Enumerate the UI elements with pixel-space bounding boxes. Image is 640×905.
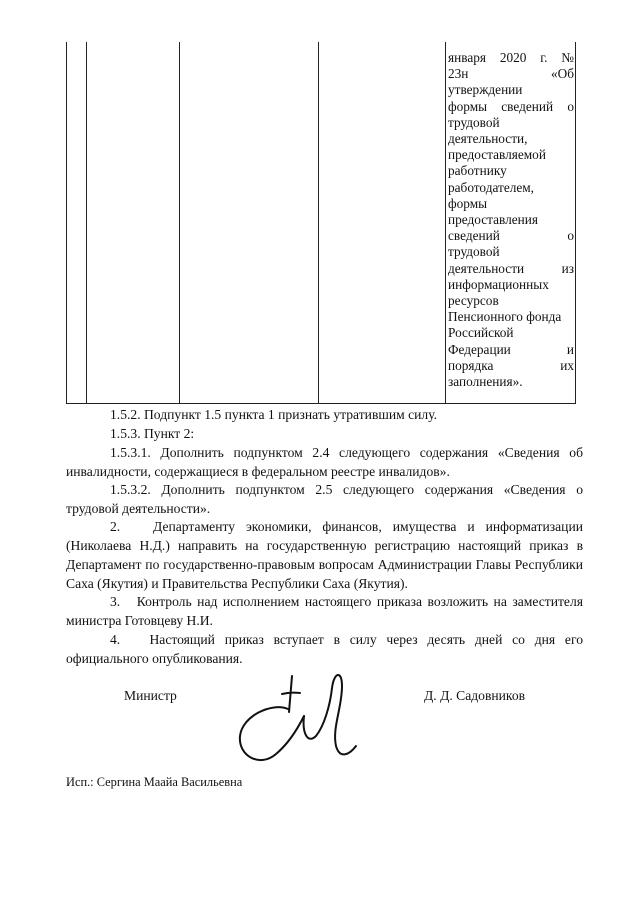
signatory-title: Министр (124, 688, 177, 703)
table-cell-word: Пенсионного фонда (448, 309, 562, 325)
table-cell-line (448, 244, 574, 260)
table-cell-word: трудовой (448, 114, 500, 130)
paragraph-1-5-3: 1.5.3. Пункт 2: (110, 426, 195, 441)
table-cell-word: «Об (550, 66, 574, 82)
table-cell-line (448, 147, 574, 163)
executor-note: Исп.: Сергина Маайа Васильевна (66, 775, 243, 789)
table-cell-word: Федерации (448, 341, 511, 357)
table-cell-line (448, 212, 574, 228)
table-cell-word: г. (540, 50, 548, 65)
table-cell-line (448, 196, 574, 212)
table-cell-line (448, 342, 574, 358)
table-cell-line (448, 293, 574, 309)
table-cell-word: № (561, 50, 574, 65)
table-cell-line (448, 99, 574, 115)
table-cell-word: Российской (448, 325, 514, 341)
table-cell-word: ресурсов (448, 293, 499, 309)
table-cell-word: деятельности, (448, 131, 528, 147)
signatory-name: Д. Д. Садовников (424, 688, 526, 703)
table-cell-word: их (560, 357, 574, 373)
table-cell-word: трудовой (448, 244, 500, 260)
table-cell-line (448, 115, 574, 131)
table-cell-line (448, 374, 574, 390)
table-cell-word: предоставления (448, 212, 539, 228)
table-cell-word: деятельности (448, 260, 525, 276)
table-cell-line (448, 358, 574, 374)
table-cell-word: утверждении (448, 82, 523, 98)
paragraph-4: 4. Настоящий приказ вступает в силу через десять дней со дня его официального опубликования. (66, 632, 583, 666)
table-fragment (66, 42, 576, 404)
table-cell-word: информационных (448, 276, 549, 292)
paragraph-1-5-3-1: 1.5.3.1. Дополнить подпунктом 2.4 следующего содержания «Сведения об инвалидности, содержащиеся в федеральном реестре инвалидов». (66, 445, 583, 479)
table-cell-line (448, 50, 574, 66)
table-cell-line (448, 180, 574, 196)
table-column-divider (179, 42, 180, 403)
table-cell-line (448, 228, 574, 244)
paragraph-3: 3. Контроль над исполнением настоящего приказа возложить на заместителя министра Готовцеву Н.И. (66, 594, 583, 628)
handwritten-signature (232, 664, 382, 774)
paragraph-2: 2. Департаменту экономики, финансов, имущества и информатизации (Николаева Н.Д.) направить на государственную регистрацию настоящий приказ в Департамент по государственно-правовым вопросам Администрации Главы Республики Саха (Якутия) и Правительства Республики Саха (Якутия). (66, 519, 583, 591)
table-cell-word: формы (448, 195, 488, 211)
table-cell-word: и (566, 341, 574, 357)
table-cell-word: работнику (448, 163, 507, 179)
paragraph-1-5-3-2: 1.5.3.2. Дополнить подпунктом 2.5 следующего содержания «Сведения о трудовой деятельности». (66, 482, 583, 516)
table-column-divider (86, 42, 87, 403)
table-cell-legal-reference (448, 50, 574, 390)
table-cell-line (448, 325, 574, 341)
table-cell-line (448, 82, 574, 98)
table-cell-line (448, 66, 574, 82)
table-cell-line (448, 277, 574, 293)
table-cell-line (448, 131, 574, 147)
table-cell-line (448, 261, 574, 277)
table-cell-word: о (567, 98, 574, 114)
table-column-divider (318, 42, 319, 403)
table-cell-word: работодателем, (448, 179, 535, 195)
table-cell-word: сведений (448, 228, 500, 244)
table-cell-word: порядка (448, 357, 494, 373)
table-cell-word: заполнения». (448, 374, 523, 390)
table-cell-word: 2020 (499, 50, 527, 65)
table-cell-line (448, 163, 574, 179)
table-cell-line (448, 309, 574, 325)
table-cell-word: января (448, 50, 487, 65)
table-cell-word: 23н (448, 66, 469, 82)
table-cell-word: сведений (501, 98, 554, 114)
table-cell-word: формы (448, 98, 488, 114)
table-cell-word: о (567, 228, 574, 244)
table-column-divider (445, 42, 446, 403)
table-cell-word: предоставляемой (448, 147, 546, 163)
paragraph-1-5-2: 1.5.2. Подпункт 1.5 пункта 1 признать утратившим силу. (110, 407, 438, 422)
table-cell-word: из (561, 260, 574, 276)
